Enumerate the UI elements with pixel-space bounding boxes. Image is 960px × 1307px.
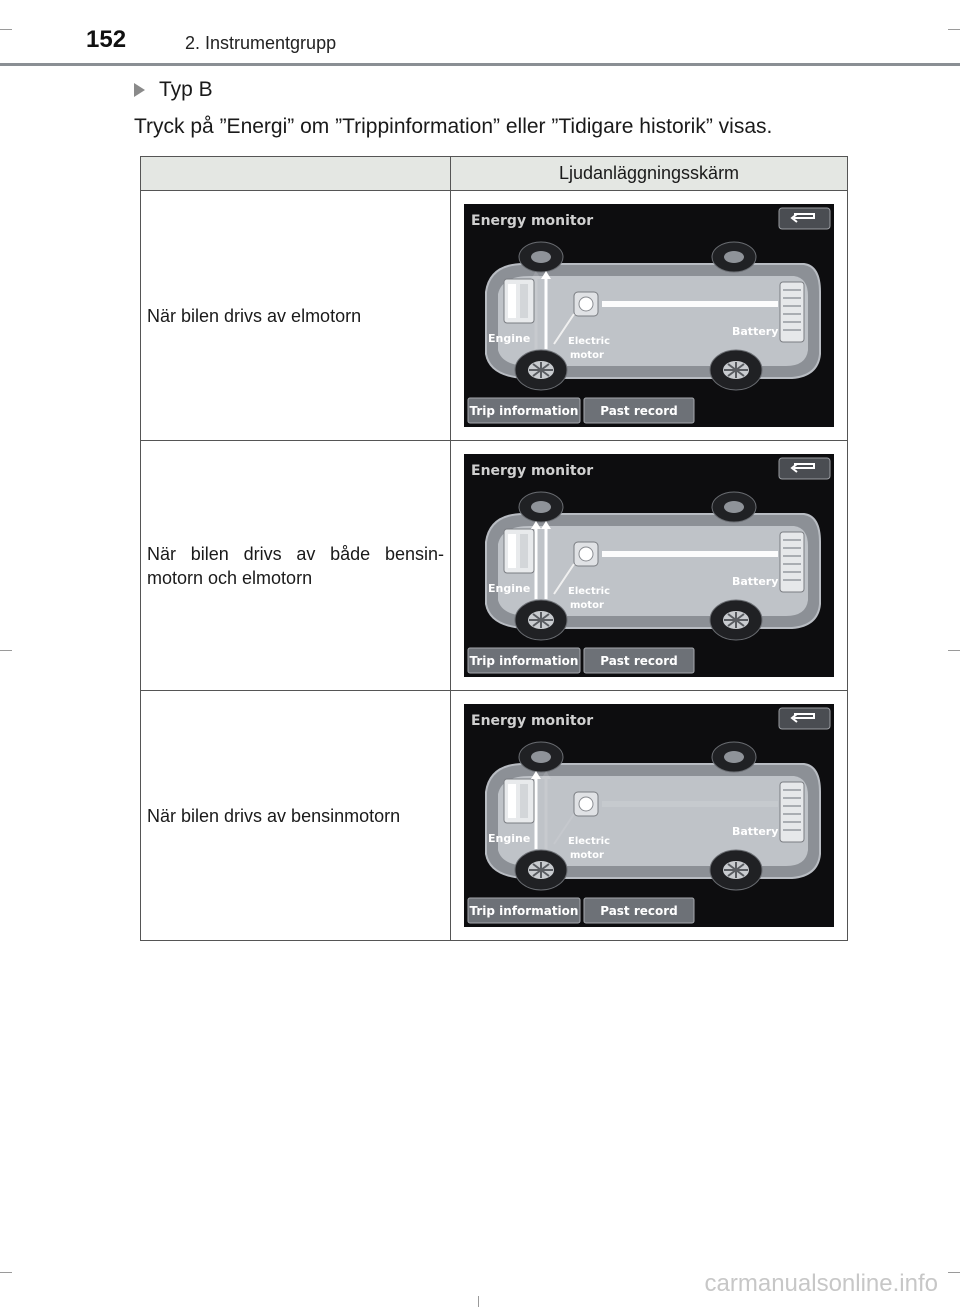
table-row bbox=[141, 191, 848, 441]
table-header-left bbox=[141, 157, 451, 191]
past-record-button[interactable] bbox=[584, 898, 694, 923]
engine-block bbox=[504, 529, 534, 573]
battery-pack bbox=[780, 282, 804, 342]
row-description: När bilen drivs av bensinmotorn bbox=[141, 691, 451, 941]
wheel-rear-left bbox=[712, 242, 756, 272]
electric-motor bbox=[574, 542, 598, 566]
energy-monitor-screen bbox=[464, 704, 834, 927]
screen-cell bbox=[451, 691, 848, 941]
page-number: 152 bbox=[86, 26, 127, 53]
car-diagram bbox=[486, 242, 820, 390]
triangle-bullet-icon bbox=[134, 83, 145, 97]
watermark: carmanualsonline.info bbox=[704, 1270, 938, 1297]
table-row bbox=[141, 441, 848, 691]
motor-label-line2: motor bbox=[570, 350, 604, 361]
wheel-front-right bbox=[515, 850, 567, 890]
car-diagram bbox=[486, 742, 820, 890]
trip-information-button[interactable] bbox=[468, 648, 580, 673]
engine-label: Engine bbox=[488, 832, 531, 845]
battery-pack bbox=[780, 782, 804, 842]
trip-information-label: Trip information bbox=[469, 404, 579, 418]
wheel-rear-left bbox=[712, 742, 756, 772]
engine-block bbox=[504, 279, 534, 323]
wheel-front-left bbox=[519, 492, 563, 522]
past-record-button[interactable] bbox=[584, 648, 694, 673]
crop-mark bbox=[478, 1296, 479, 1307]
section-title: 2. Instrumentgrupp bbox=[185, 33, 337, 53]
engine-label: Engine bbox=[488, 332, 531, 345]
row-description: När bilen drivs av elmotorn bbox=[141, 191, 451, 441]
electric-motor bbox=[574, 292, 598, 316]
row-description: När bilen drivs av både bensin-motorn och elmotorn bbox=[141, 441, 451, 691]
screen-title: Energy monitor bbox=[471, 213, 594, 229]
type-heading bbox=[134, 78, 213, 102]
wheel-rear-right bbox=[710, 350, 762, 390]
past-record-label: Past record bbox=[600, 904, 678, 918]
wheel-rear-right bbox=[710, 850, 762, 890]
motor-label-line1: Electric bbox=[568, 336, 611, 347]
screen-title: Energy monitor bbox=[471, 463, 594, 479]
motor-label-line2: motor bbox=[570, 850, 604, 861]
crop-mark bbox=[948, 1272, 960, 1273]
energy-flow-battery-motor bbox=[602, 551, 778, 557]
trip-information-button[interactable] bbox=[468, 398, 580, 423]
energy-flow-battery-motor bbox=[602, 801, 778, 807]
energy-monitor-table bbox=[140, 156, 848, 941]
wheel-front-left bbox=[519, 742, 563, 772]
crop-mark bbox=[0, 650, 12, 651]
crop-mark bbox=[948, 650, 960, 651]
energy-flow-battery-motor bbox=[602, 301, 778, 307]
back-button[interactable] bbox=[779, 458, 830, 479]
table-header-row bbox=[141, 157, 848, 191]
back-button[interactable] bbox=[779, 208, 830, 229]
engine-block bbox=[504, 779, 534, 823]
wheel-front-right bbox=[515, 600, 567, 640]
battery-pack bbox=[780, 532, 804, 592]
battery-label: Battery bbox=[732, 325, 779, 338]
screen-cell bbox=[451, 441, 848, 691]
screen-title: Energy monitor bbox=[471, 713, 594, 729]
trip-information-label: Trip information bbox=[469, 654, 579, 668]
wheel-front-left bbox=[519, 242, 563, 272]
car-diagram bbox=[486, 492, 820, 640]
crop-mark bbox=[0, 1272, 12, 1273]
electric-motor bbox=[574, 792, 598, 816]
motor-label-line1: Electric bbox=[568, 586, 611, 597]
type-label: Typ B bbox=[159, 78, 213, 101]
screen-cell bbox=[451, 191, 848, 441]
past-record-label: Past record bbox=[600, 654, 678, 668]
engine-label: Engine bbox=[488, 582, 531, 595]
wheel-rear-right bbox=[710, 600, 762, 640]
instruction-text: Tryck på ”Energi” om ”Trippinformation” eller ”Tidigare historik” visas. bbox=[134, 115, 773, 138]
wheel-front-right bbox=[515, 350, 567, 390]
table-header-right: Ljudanläggningsskärm bbox=[451, 157, 848, 191]
table-row bbox=[141, 691, 848, 941]
back-button[interactable] bbox=[779, 708, 830, 729]
energy-monitor-screen bbox=[464, 204, 834, 427]
trip-information-label: Trip information bbox=[469, 904, 579, 918]
page-header bbox=[0, 0, 960, 70]
past-record-label: Past record bbox=[600, 404, 678, 418]
battery-label: Battery bbox=[732, 575, 779, 588]
header-divider bbox=[0, 63, 960, 66]
wheel-rear-left bbox=[712, 492, 756, 522]
past-record-button[interactable] bbox=[584, 398, 694, 423]
energy-monitor-screen bbox=[464, 454, 834, 677]
motor-label-line1: Electric bbox=[568, 836, 611, 847]
motor-label-line2: motor bbox=[570, 600, 604, 611]
trip-information-button[interactable] bbox=[468, 898, 580, 923]
battery-label: Battery bbox=[732, 825, 779, 838]
